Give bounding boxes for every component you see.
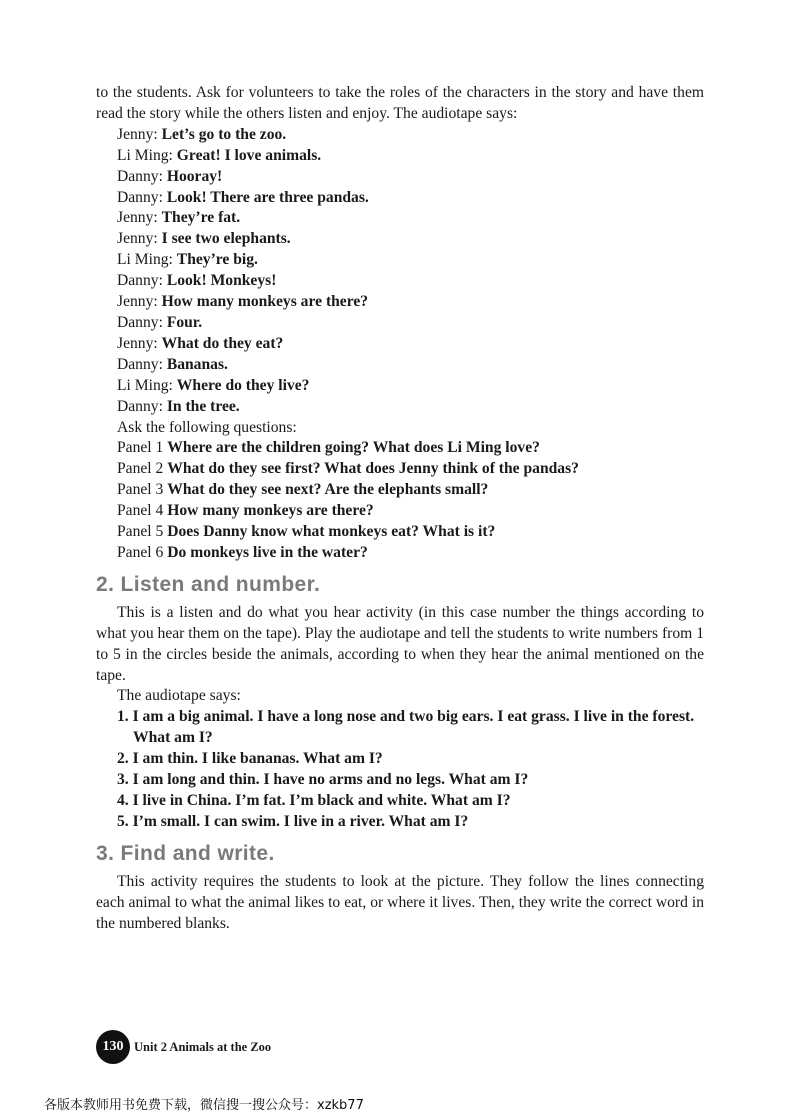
ask-intro: Ask the following questions: [117,418,297,436]
tape-items [96,707,704,832]
dialogue-line [96,208,704,229]
question: How many monkeys are there? [167,502,374,520]
dialogue-line [96,146,704,167]
unit-title: Unit 2 Animals at the Zoo [134,1039,272,1054]
tape-intro: The audiotape says: [117,687,241,705]
panel-label: Panel 2 [117,460,164,478]
panel-question [96,501,704,522]
dialogue-line [96,334,704,355]
watermark-text: 各版本教师用书免费下载，微信搜一搜公众号：xzkb77 [44,1098,364,1113]
tape-item: 4. I live in China. I’m fat. I’m black and white. What am I? [117,792,511,809]
speaker: Jenny: [117,293,158,311]
tape-item: 3. I am long and thin. I have no arms and no legs. What am I? [117,771,529,789]
page-footer [96,1030,271,1064]
dialogue-line [96,250,704,271]
dialogue-line [96,355,704,376]
dialogue-line [96,397,704,418]
section2-body: This is a listen and do what you hear activity (in this case number the things according to what you hear them on the tape). Play the audiotape and tell the students to write numbers from 1 to 5 in the circles beside the animals, according to when they hear the animal mentioned on the tape. [96,603,704,684]
speaker: Li Ming: [117,376,173,394]
line: They’re big. [176,251,258,269]
speaker: Danny: [117,167,163,185]
panel-question [96,522,704,543]
panel-question [96,459,704,480]
dialogue-line [96,313,704,334]
line: Look! There are three pandas. [166,188,369,206]
line: What do they eat? [161,334,284,352]
line: Let’s go to the zoo. [161,125,287,143]
tape-item: 5. I’m small. I can swim. I live in a river. What am I? [117,812,469,830]
speaker: Jenny: [117,230,158,248]
question: Where are the children going? What does Li Ming love? [167,439,540,457]
speaker: Li Ming: [117,251,173,269]
tape-item: 2. I am thin. I like bananas. What am I? [117,750,383,768]
line: Where do they live? [176,376,310,394]
dialogue-line [96,125,704,146]
dialogue-line [96,167,704,188]
question: What do they see first? What does Jenny think of the pandas? [167,460,579,478]
line: Great! I love animals. [176,146,322,164]
panel-question [96,480,704,501]
dialogue-line [96,376,704,397]
page-number: 130 [96,1030,130,1064]
speaker: Danny: [117,272,163,290]
panel-label: Panel 6 [117,543,164,561]
dialogue-line [96,271,704,292]
line: Look! Monkeys! [166,272,277,290]
line: They’re fat. [161,209,241,227]
panel-label: Panel 4 [117,502,164,520]
panel-label: Panel 5 [117,523,164,541]
dialogue-line [96,229,704,250]
line: In the tree. [166,397,240,415]
line: Four. [166,313,203,331]
speaker: Danny: [117,355,163,373]
section-heading-find: 3. Find and write. [96,841,275,865]
speaker: Danny: [117,397,163,415]
line: Hooray! [166,167,223,185]
dialogue-line [96,292,704,313]
speaker: Jenny: [117,209,158,227]
panel-questions [96,438,704,563]
line: I see two elephants. [161,230,291,248]
panel-label: Panel 3 [117,481,164,499]
tape-item: 1. I am a big animal. I have a long nose and two big ears. I eat grass. I live in the forest. What am I? [117,708,695,747]
section-heading-listen: 2. Listen and number. [96,572,321,596]
dialogue [96,125,704,418]
panel-question [96,543,704,564]
speaker: Danny: [117,313,163,331]
question: Do monkeys live in the water? [167,543,368,561]
line: How many monkeys are there? [161,293,369,311]
speaker: Danny: [117,188,163,206]
question: Does Danny know what monkeys eat? What is it? [167,523,496,541]
speaker: Jenny: [117,125,158,143]
panel-question [96,438,704,459]
panel-label: Panel 1 [117,439,164,457]
section3-body: This activity requires the students to look at the picture. They follow the lines connecting each animal to what the animal likes to eat, or where it lives. Then, they write the correct word in the numbered blanks. [96,872,704,932]
question: What do they see next? Are the elephants small? [167,481,489,499]
speaker: Jenny: [117,334,158,352]
page-content [96,83,704,935]
line: Bananas. [166,355,228,373]
speaker: Li Ming: [117,146,173,164]
intro-paragraph: to the students. Ask for volunteers to take the roles of the characters in the story and have them read the story while the others listen and enjoy. The audiotape says: [96,84,704,122]
dialogue-line [96,188,704,209]
